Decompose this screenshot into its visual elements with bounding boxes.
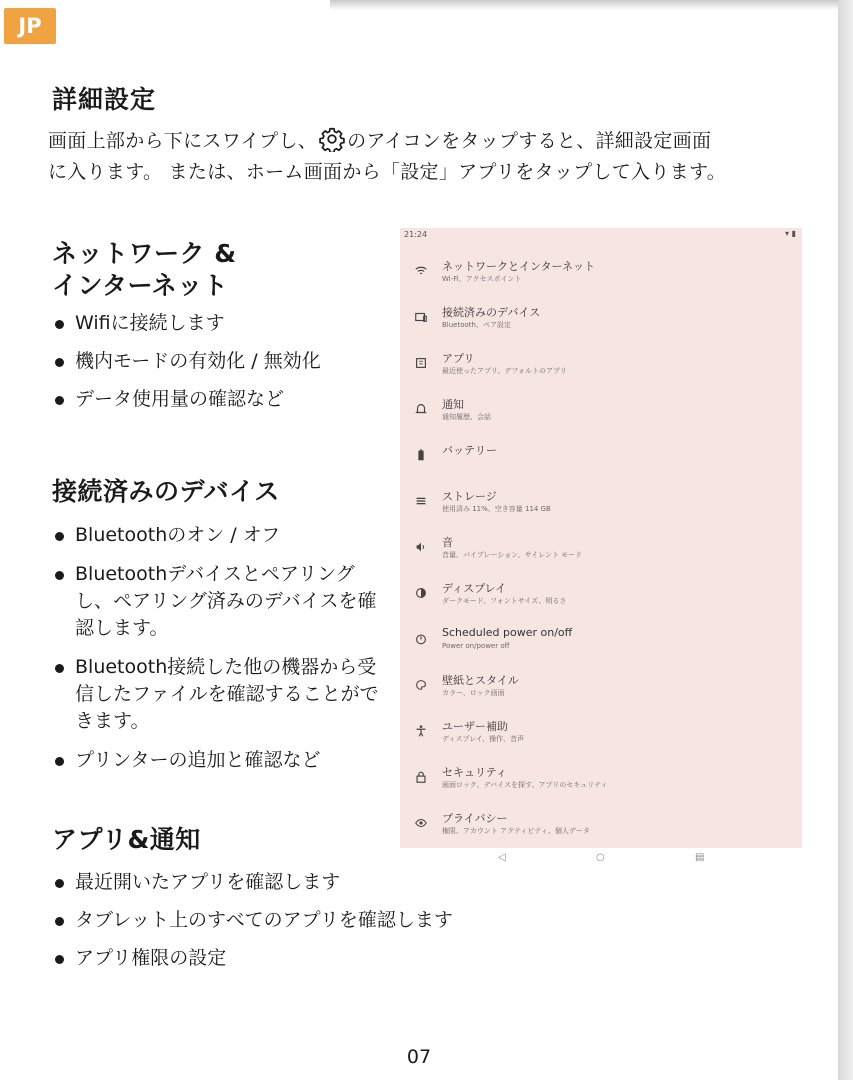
gear-icon	[319, 126, 345, 152]
settings-item-accessibility[interactable]	[400, 718, 802, 758]
settings-item-display[interactable]	[400, 580, 802, 620]
settings-item-subtitle: Bluetooth、ペア設定	[442, 321, 511, 329]
settings-item-battery[interactable]	[400, 442, 802, 482]
settings-item-network[interactable]	[400, 258, 802, 298]
intro-paragraph	[48, 126, 818, 188]
back-icon[interactable]: ◁	[498, 852, 506, 863]
apps-bullet-list	[55, 869, 575, 972]
settings-item-title: セキュリティ	[442, 766, 507, 779]
settings-item-title: Scheduled power on/off	[442, 626, 573, 639]
sound-icon	[414, 540, 428, 554]
list-item: アプリ権限の設定	[55, 945, 575, 972]
settings-item-notifications[interactable]	[400, 396, 802, 436]
bell-icon	[414, 402, 428, 416]
lock-icon	[414, 770, 428, 784]
settings-item-subtitle: 音量、バイブレーション、サイレント モード	[442, 551, 582, 559]
settings-item-privacy[interactable]	[400, 810, 802, 850]
accessibility-icon	[414, 724, 428, 738]
settings-item-security[interactable]	[400, 764, 802, 804]
settings-item-title: ディスプレイ	[442, 582, 507, 595]
list-item: Bluetoothデバイスとペアリングし、ペアリング済みのデバイスを確認します。	[55, 561, 390, 642]
section-title-network-line1: ネットワーク &	[52, 239, 237, 268]
section-title-network-line2: インターネット	[52, 271, 229, 300]
status-bar	[400, 228, 802, 242]
settings-item-title: 壁紙とスタイル	[442, 674, 519, 687]
page-number: 07	[406, 1046, 432, 1068]
home-icon[interactable]: ○	[596, 852, 605, 863]
settings-item-subtitle: 使用済み 11%、空き容量 114 GB	[442, 505, 551, 513]
section-title-network	[52, 238, 237, 302]
display-icon	[414, 586, 428, 600]
settings-item-apps[interactable]	[400, 350, 802, 390]
settings-item-subtitle: ダークモード、フォントサイズ、明るさ	[442, 597, 567, 605]
devices-bullet-list	[55, 522, 390, 774]
recents-icon[interactable]: ▤	[695, 852, 705, 863]
status-icons: ▾ ▮	[785, 229, 796, 238]
settings-item-subtitle: Wi-Fi、アクセスポイント	[442, 275, 522, 283]
list-item: Bluetooth接続した他の機器から受信したファイルを確認することができます。	[55, 654, 390, 735]
settings-item-subtitle: 最近使ったアプリ、デフォルトのアプリ	[442, 367, 567, 375]
settings-item-title: 通知	[442, 398, 464, 411]
list-item: Bluetoothのオン / オフ	[55, 522, 390, 549]
network-bullet-list	[55, 310, 395, 413]
settings-item-title: アプリ	[442, 352, 475, 365]
section-title-connected-devices: 接続済みのデバイス	[52, 477, 280, 506]
settings-item-title: 音	[442, 536, 453, 549]
page-title: 詳細設定	[52, 85, 157, 114]
intro-text-after-icon: のアイコンをタップすると、詳細設定画面	[347, 130, 712, 152]
list-item: 機内モードの有効化 / 無効化	[55, 348, 395, 375]
settings-item-sound[interactable]	[400, 534, 802, 574]
settings-item-title: プライバシー	[442, 812, 508, 825]
settings-item-title: ストレージ	[442, 490, 497, 503]
settings-screenshot	[400, 228, 802, 848]
settings-item-subtitle: カラー、ロック画面	[442, 689, 505, 697]
settings-item-subtitle: ディスプレイ、操作、音声	[442, 735, 525, 743]
language-badge: JP	[4, 8, 56, 44]
settings-item-connected-devices[interactable]	[400, 304, 802, 344]
settings-item-subtitle: Power on/power off	[442, 642, 510, 650]
intro-text-before-icon: 画面上部から下にスワイプし、	[48, 130, 318, 152]
list-item: プリンターの追加と確認など	[55, 747, 390, 774]
list-item: 最近開いたアプリを確認します	[55, 869, 575, 896]
intro-line-1	[48, 126, 818, 157]
list-item: タブレット上のすべてのアプリを確認します	[55, 907, 575, 934]
privacy-icon	[414, 816, 428, 830]
settings-item-subtitle: 権限、アカウント アクティビティ、個人データ	[442, 827, 590, 835]
power-icon	[414, 632, 428, 646]
settings-item-title: 接続済みのデバイス	[442, 306, 541, 319]
intro-line-2: に入ります。 または、ホーム画面から「設定」アプリをタップして入ります。	[48, 161, 727, 183]
settings-item-title: バッテリー	[442, 444, 497, 457]
settings-item-title: ネットワークとインターネット	[442, 260, 596, 273]
page-edge-shadow	[838, 0, 853, 1080]
screenshot-nav-bar	[400, 848, 802, 872]
wifi-icon	[414, 264, 428, 278]
storage-icon	[414, 494, 428, 508]
top-shadow	[330, 0, 840, 10]
settings-item-title: ユーザー補助	[442, 720, 508, 733]
palette-icon	[414, 678, 428, 692]
battery-icon	[414, 448, 428, 462]
settings-item-subtitle: 画面ロック、デバイスを探す、アプリのセキュリティ	[442, 781, 608, 789]
list-item: データ使用量の確認など	[55, 386, 395, 413]
status-time: 21:24	[404, 230, 428, 239]
settings-item-wallpaper[interactable]	[400, 672, 802, 712]
settings-item-storage[interactable]	[400, 488, 802, 528]
apps-icon	[414, 356, 428, 370]
list-item: Wifiに接続します	[55, 310, 395, 337]
settings-item-subtitle: 通知履歴、会話	[442, 413, 491, 421]
devices-icon	[414, 310, 428, 324]
settings-item-scheduled-power[interactable]	[400, 626, 802, 666]
section-title-apps: アプリ&通知	[52, 825, 201, 854]
